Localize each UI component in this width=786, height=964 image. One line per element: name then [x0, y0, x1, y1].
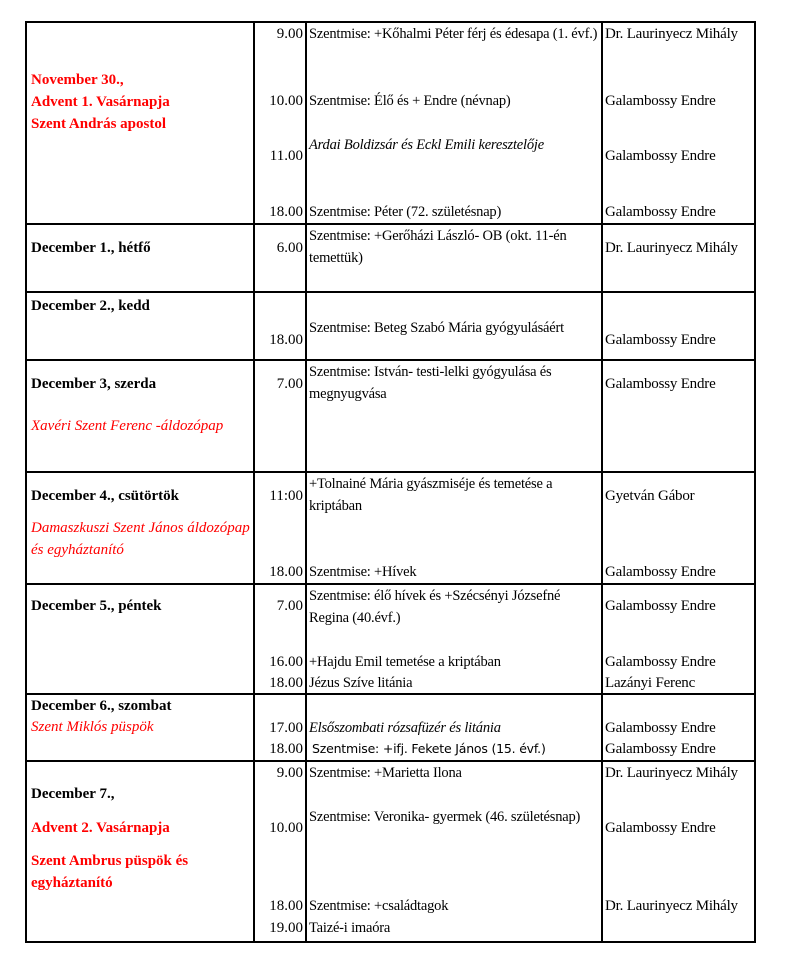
column-divider: [305, 23, 307, 223]
day-subtitle: Advent 2. Vasárnapja: [31, 820, 170, 836]
entry-description: Szentmise: Péter (72. születésnap): [309, 204, 502, 220]
day-date: December 7.,: [31, 786, 115, 802]
column-divider: [601, 762, 603, 941]
entry-celebrant: Galambossy Endre: [605, 720, 716, 736]
column-divider: [601, 293, 603, 359]
entry-time: 18.00: [269, 898, 303, 914]
entry-description: Szentmise: élő hívek és +Szécsényi Józsefné Regina (40.évf.): [309, 588, 561, 626]
day-feast: Szent Miklós püspök: [31, 719, 154, 735]
entry-time: 10.00: [269, 820, 303, 836]
entry-celebrant: Dr. Laurinyecz Mihály: [605, 26, 738, 42]
entry-time: 18.00: [269, 564, 303, 580]
entry-description: Szentmise: +ifj. Fekete János (15. évf.): [312, 741, 546, 756]
entry-time: 6.00: [276, 240, 303, 256]
entry-description: Szentmise: Élő és + Endre (névnap): [309, 93, 511, 109]
column-divider: [601, 225, 603, 291]
entry-time: 18.00: [269, 204, 303, 220]
entry-description: Szentmise: +Marietta Ilona: [309, 765, 462, 781]
entry-description: +Tolnainé Mária gyászmiséje és temetése a kriptában: [309, 476, 553, 514]
entry-description: Szentmise: +Gerőházi László- OB (okt. 11-én temettük): [309, 228, 567, 266]
entry-description: Ardai Boldizsár és Eckl Emili keresztelője: [309, 137, 544, 153]
entry-time: 18.00: [269, 741, 303, 757]
day-row: [27, 762, 754, 941]
column-divider: [305, 695, 307, 760]
entry-description: Szentmise: +Hívek: [309, 564, 417, 580]
entry-celebrant: Galambossy Endre: [605, 654, 716, 670]
day-row: [27, 473, 754, 585]
entry-celebrant: Gyetván Gábor: [605, 488, 695, 504]
entry-time: 18.00: [269, 332, 303, 348]
entry-time: 9.00: [276, 26, 303, 42]
day-feast: Szent András apostol: [31, 116, 167, 132]
day-row: [27, 695, 754, 762]
entry-time: 10.00: [269, 93, 303, 109]
entry-description: Szentmise: Beteg Szabó Mária gyógyulásáért: [309, 320, 564, 336]
entry-celebrant: Galambossy Endre: [605, 332, 716, 348]
entry-time: 19.00: [269, 920, 303, 936]
entry-celebrant: Dr. Laurinyecz Mihály: [605, 765, 738, 781]
day-feast: Damaszkuszi Szent János áldozópap és egyháztanító: [31, 520, 250, 558]
day-date: December 3, szerda: [31, 376, 157, 392]
entry-celebrant: Galambossy Endre: [605, 820, 716, 836]
entry-time: 17.00: [269, 720, 303, 736]
entry-time: 11:00: [269, 488, 303, 504]
day-date: December 4., csütörtök: [31, 488, 180, 504]
day-date: November 30.,: [31, 72, 124, 88]
column-divider: [305, 762, 307, 941]
entry-time: 11.00: [269, 148, 303, 164]
day-feast: Xavéri Szent Ferenc -áldozópap: [31, 418, 224, 434]
column-divider: [305, 293, 307, 359]
day-date: December 1., hétfő: [31, 240, 151, 256]
entry-celebrant: Galambossy Endre: [605, 148, 716, 164]
entry-description: Elsőszombati rózsafüzér és litánia: [309, 720, 501, 736]
day-row: [27, 293, 754, 361]
entry-celebrant: Dr. Laurinyecz Mihály: [605, 898, 738, 914]
entry-time: 18.00: [269, 675, 303, 691]
day-row: [27, 225, 754, 293]
day-feast: Szent Ambrus püspök és egyháztanító: [31, 853, 189, 891]
column-divider: [253, 23, 255, 223]
column-divider: [601, 585, 603, 693]
entry-description: Szentmise: +Kőhalmi Péter férj és édesapa (1. évf.): [309, 26, 598, 42]
entry-description: Jézus Szíve litánia: [309, 675, 413, 691]
entry-celebrant: Lazányi Ferenc: [605, 675, 696, 691]
entry-description: Taizé-i imaóra: [309, 920, 391, 936]
column-divider: [601, 361, 603, 471]
entry-celebrant: Galambossy Endre: [605, 741, 716, 757]
day-row: [27, 23, 754, 225]
entry-celebrant: Galambossy Endre: [605, 93, 716, 109]
entry-celebrant: Dr. Laurinyecz Mihály: [605, 240, 738, 256]
entry-celebrant: Galambossy Endre: [605, 598, 716, 614]
day-date: December 2., kedd: [31, 298, 150, 314]
day-row: [27, 585, 754, 695]
entry-description: Szentmise: István- testi-lelki gyógyulása és megnyugvása: [309, 364, 552, 402]
entry-time: 9.00: [276, 765, 303, 781]
entry-time: 16.00: [269, 654, 303, 670]
column-divider: [305, 225, 307, 291]
day-date: December 6., szombat: [31, 698, 172, 714]
entry-time: 7.00: [276, 598, 303, 614]
column-divider: [305, 473, 307, 583]
mass-schedule-table: [25, 21, 756, 943]
entry-celebrant: Galambossy Endre: [605, 204, 716, 220]
entry-description: +Hajdu Emil temetése a kriptában: [309, 654, 501, 670]
entry-celebrant: Galambossy Endre: [605, 376, 716, 392]
column-divider: [601, 473, 603, 583]
entry-time: 7.00: [276, 376, 303, 392]
day-date: December 5., péntek: [31, 598, 162, 614]
entry-description: Szentmise: +családtagok: [309, 898, 449, 914]
column-divider: [305, 361, 307, 471]
day-subtitle: Advent 1. Vasárnapja: [31, 94, 170, 110]
column-divider: [305, 585, 307, 693]
day-row: [27, 361, 754, 473]
column-divider: [601, 23, 603, 223]
entry-description: Szentmise: Veronika- gyermek (46. születésnap): [309, 809, 581, 825]
entry-celebrant: Galambossy Endre: [605, 564, 716, 580]
